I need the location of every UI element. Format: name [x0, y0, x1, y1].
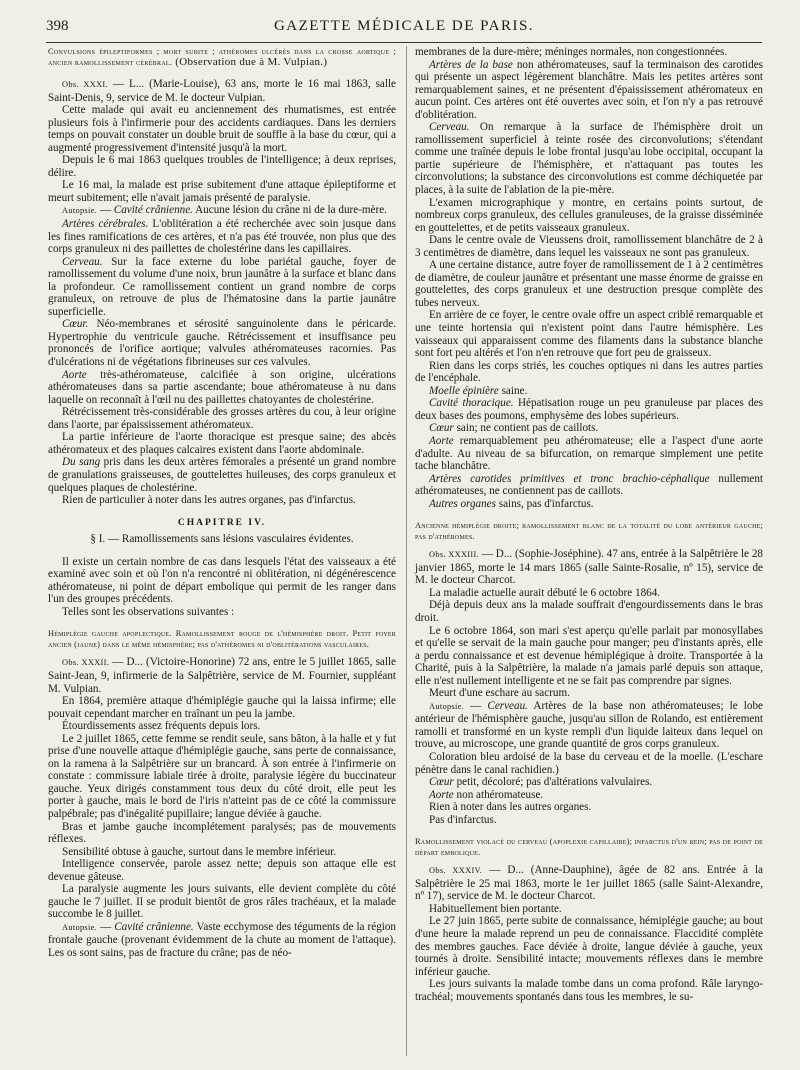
paragraph: Intelligence conservée, parole assez nette; depuis son attaque elle est devenue gâteuse.: [48, 858, 396, 883]
column-separator: [406, 46, 407, 1056]
paragraph: A une certaine distance, autre foyer de ramollissement de 1 à 2 centimètres de diamètre, de couleur jaunâtre et présentant une masse énorme de graisse en gouttelettes, des corps granuleux et une destruction presque complète des tubes nerveux.: [415, 259, 763, 309]
obs-intro: Obs. XXXI. — L... (Marie-Louise), 63 ans, morte le 16 mai 1863, salle Saint-Denis, 9, service de M. le docteur Vulpian.: [48, 78, 397, 104]
page-header: [46, 18, 762, 40]
left-column: [48, 46, 396, 960]
paragraph: Depuis le 6 mai 1863 quelques troubles de l'intelligence; à deux reprises, délire.: [48, 154, 396, 179]
obs-heading: Ramollissement violacé du cerveau (apoplexie capillaire); infarctus d'un rein; pas de point de départ embolique.: [415, 837, 763, 858]
paragraph: La paralysie augmente les jours suivants, elle devient complète du côté gauche le 7 juillet. Il se produit bientôt de gros râles trachéaux, et la malade succombe le 8 juillet.: [48, 883, 396, 921]
paragraph: Bras et jambe gauche incomplétement paralysés; pas de mouvements réflexes.: [48, 820, 396, 846]
paragraph: Déjà depuis deux ans la malade souffrait d'engourdissements dans le bras droit.: [415, 599, 763, 624]
paragraph: Rien à noter dans les autres organes.: [429, 801, 592, 814]
paragraph: Le 2 juillet 1865, cette femme se rendit seule, sans bâton, à la halle et y fut prise d'une nouvelle attaque d'hémiplégie gauche, sans perte de connaissance, on la ramena à la Salpêtrière sur un brancard. À son entrée à l'infirmerie on constate : commissure labiale tirée à droite, paralysie légère du buccinateur gauche. Yeux dirigés constamment tous deux du côté droit, elle peut les porter à gauche, mais le bord de l'iris n'atteint pas de ce côté la commissure palpébrale; pas d'inégalité pupillaire; langue déviée à gauche.: [48, 732, 396, 820]
paragraph: Autopsie. — Cavité crânienne. Vaste ecchymose des téguments de la région frontale gauche (provenant évidemment de la chute au moment de l'attaque). Les os sont sains, pas de fracture du crâne; pas de néo-: [48, 920, 396, 959]
paragraph: Coloration bleu ardoisé de la base du cerveau et de la moelle. (L'eschare pénètre dans le canal rachidien.): [415, 750, 763, 776]
header-rule: [46, 42, 762, 43]
paragraph: La partie inférieure de l'aorte thoracique est presque saine; des abcès athéromateux et des plaques calcaires existent dans l'aorte abdominale.: [48, 431, 396, 456]
paragraph: Les jours suivants la malade tombe dans un coma profond. Râle laryngo-trachéal; mouvements spontanés dans tous les membres, le su-: [415, 978, 763, 1003]
paragraph: Le 6 octobre 1864, son mari s'est aperçu qu'elle parlait par monosyllabes et qu'elle se servait de la main gauche pour manger; peu d'instants après, elle a perdu connaissance et est devenue hémiplégique à droite. Transportée à la Charité, puis à la Salpêtrière, la malade n'a jamais parlé depuis son attaque, elle n'est nullement intelligente et ne se fait pas comprendre par signes.: [415, 624, 763, 687]
paragraph: Dans le centre ovale de Vieussens droit, ramollissement blanchâtre de 2 à 3 centimètres de diamètre, dans lequel les vaisseaux ne sont pas granuleux.: [415, 234, 763, 259]
paragraph: Meurt d'une eschare au sacrum.: [429, 687, 570, 700]
obs-heading: Hémiplégie gauche apoplectique. Ramollissement rouge de l'hémisphère droit. Petit foyer ancien (jaune) dans le même hémisphère; pas d'athéromes ni d'oblitérations vasculaires.: [48, 629, 396, 650]
paragraph: Le 16 mai, la malade est prise subitement d'une attaque épileptiforme et meurt subitement; elle n'avait jamais présenté de paralysie.: [48, 179, 396, 204]
paragraph: Autopsie. — Cavité crânienne. Aucune lésion du crâne ni de la dure-mère.: [62, 204, 387, 217]
paragraph: Cœur petit, décoloré; pas d'altérations valvulaires.: [429, 776, 653, 789]
paragraph: Cœur sain; ne contient pas de caillots.: [429, 422, 599, 435]
paragraph: Telles sont les observations suivantes :: [62, 605, 235, 618]
obs-intro: Obs. XXXII. — D... (Victoire-Honorine) 72 ans, entre le 5 juillet 1865, salle Saint-Jean, 9, infirmerie de la Salpêtrière, service de M. Fournier, suppléant M. Vulpian.: [48, 656, 396, 695]
paragraph: Le 27 juin 1865, perte subite de connaissance, hémiplégie gauche; au bout d'une heure la malade reprend un peu de connaissance. Flaccidité complète des membres gauches. Face déviée à droite, langue déviée à gauche, yeux tournés à droite. Sensibilité intacte; mouvements réflexes dans le membre inférieur gauche.: [415, 915, 763, 978]
obs-heading: Ancienne hémiplégie droite; ramollissement blanc de la totalité du lobe antérieur gauche; pas d'athéromes.: [415, 521, 763, 542]
paragraph: Aorte remarquablement peu athéromateuse; elle a l'aspect d'une aorte d'adulte. Au niveau de sa bifurcation, on remarque simplement une petite tache blanchâtre.: [415, 434, 763, 473]
paragraph: Habituellement bien portante.: [429, 902, 562, 915]
paragraph: Rien dans les corps striés, les couches optiques ni dans les autres parties de l'encéphale.: [415, 359, 763, 385]
paragraph: Il existe un certain nombre de cas dans lesquels l'état des vaisseaux a été examiné avec soin et où l'on n'a rencontré ni oblitération, ni dégénérescence athéromateuse, ni point de départ embolique qui permit de les ranger dans l'un des groupes précédents.: [48, 555, 396, 606]
paragraph: Aorte très-athéromateuse, calcifiée à son origine, ulcérations athéromateuses dans sa partie ascendante; boue athéromateuse à nu dans laquelle on reconnaît à l'œil nu des paillettes chatoyantes de cholestérine.: [48, 368, 396, 406]
paragraph: Cerveau. On remarque à la surface de l'hémisphère droit un ramollissement superficiel à teinte rosée des circonvolutions; s'étendant comme une traînée depuis le lobe frontal jusqu'au lobe occipital, occupant la partie supérieure de l'hémisphère, et n'attaquant pas toutes les circonvolutions; la substance des circonvolutions est comme déchiquetée par places, à la suite de l'ablation de la pie-mère.: [415, 121, 763, 197]
paragraph: Moelle épinière saine.: [429, 384, 528, 397]
obs-heading: Convulsions épileptiformes ; mort subite ; athéromes ulcérés dans la crosse aortique ; ancien ramollissement cérébral. (Observation due à M. Vulpian.): [48, 47, 396, 68]
paragraph: Autopsie. — Cerveau. Artères de la base non athéromateuses; le lobe antérieur de l'hémisphère gauche, jusqu'au sillon de Rolando, est entièrement ramolli et transformé en un kyste rempli d'un liquide laiteux dans lequel on trouve, au microscope, une grande quantité de gros corps granuleux.: [415, 699, 763, 751]
right-column: [415, 46, 763, 1003]
paragraph: La maladie actuelle aurait débuté le 6 octobre 1864.: [429, 586, 661, 599]
journal-title: GAZETTE MÉDICALE DE PARIS.: [273, 18, 535, 34]
paragraph: Rétrécissement très-considérable des grosses artères du cou, à leur origine dans l'aorte, par épaississement athéromateux.: [48, 406, 396, 431]
page-number: 398: [46, 18, 69, 34]
paragraph: En 1864, première attaque d'hémiplégie gauche qui la laissa infirme; elle pouvait cependant marcher en traînant un peu la jambe.: [48, 695, 396, 720]
paragraph: Pas d'infarctus.: [429, 813, 497, 826]
paragraph: membranes de la dure-mère; méninges normales, non congestionnées.: [415, 46, 728, 58]
paragraph: Du sang pris dans les deux artères fémorales a présenté un grand nombre de granulations graisseuses, de gouttelettes huileuses, des corps granuleux et quelques plaques de cholestérine.: [48, 456, 396, 494]
paragraph: Artères de la base non athéromateuses, sauf la terminaison des carotides qui présente un aspect légèrement blanchâtre. Mais les petites artères sont remarquablement saines, et ne présentent d'épaississement athéromateux en aucun point. Ces artères ont été ouvertes avec soin, et l'on n'y a pas retrouvé d'oblitération.: [415, 58, 763, 121]
paragraph: Cerveau. Sur la face externe du lobe pariétal gauche, foyer de ramollissement du volume d'une noix, brun jaunâtre à la surface et blanc dans la profondeur. Ce ramollissement contient un grand nombre de corps granuleux, on retrouve de plus de l'hématosine dans la partie jaunâtre superficielle.: [48, 255, 396, 318]
paragraph: Aorte non athéromateuse.: [429, 788, 544, 801]
paragraph: Cette malade qui avait eu anciennement des rhumatismes, est entrée plusieurs fois à l'infirmerie pour des accidents cardiaques. Dans les derniers temps on pouvait constater un double bruit de souffle à la base du cœur, qui a augmenté progressivement d'intensité jusqu'à la mort.: [48, 104, 396, 154]
section-title: § I. — Ramollissements sans lésions vasculaires évidentes.: [90, 533, 354, 546]
paragraph: Sensibilité obtuse à gauche, surtout dans le membre inférieur.: [62, 845, 337, 858]
paragraph: Autres organes sains, pas d'infarctus.: [429, 497, 594, 510]
obs-intro: Obs. XXXIII. — D... (Sophie-Joséphine). 47 ans, entrée à la Salpêtrière le 28 janvier 1865, morte le 14 mars 1865 (salle Sainte-Rosalie, nº 15), service de M. le docteur Charcot.: [415, 548, 763, 587]
obs-intro: Obs. XXXIV. — D... (Anne-Dauphine), âgée de 82 ans. Entrée à la Salpêtrière le 25 mai 1863, morte le 1er juillet 1865 (salle Saint-Alexandre, nº 17), service de M. le docteur Charcot.: [415, 864, 763, 903]
paragraph: Cavité thoracique. Hépatisation rouge un peu granuleuse par places des deux bases des poumons, emphysème des lobes supérieurs.: [415, 397, 763, 422]
paragraph: Étourdissements assez fréquents depuis lors.: [62, 720, 261, 733]
paragraph: Artères cérébrales. L'oblitération a été recherchée avec soin jusque dans les fines ramifications de ces artères, et n'a pas été trouvée, non plus que des corps granuleux ni des paillettes de cholestérine dans les capillaires.: [48, 218, 397, 256]
paragraph: Cœur. Néo-membranes et sérosité sanguinolente dans le péricarde. Hypertrophie du ventricule gauche. Rétrécissement et insuffisance peu prononcés de l'orifice aortique; valvules athéromateuses racornies. Pas d'ulcérations ni de végétations fibrineuses sur ces valvules.: [48, 318, 396, 369]
paragraph: Rien de particulier à noter dans les autres organes, pas d'infarctus.: [62, 494, 356, 507]
chapter-title: CHAPITRE IV.: [177, 517, 267, 528]
paragraph: L'examen micrographique y montre, en certains points surtout, de nombreux corps granuleux, des cellules granuleuses, de la graisse disséminée en gouttelettes, et de petits vaisseaux granuleux.: [415, 196, 763, 234]
paragraph: Artères carotides primitives et tronc brachio-céphalique nullement athéromateuses, ne contiennent pas de caillots.: [415, 472, 763, 498]
paragraph: En arrière de ce foyer, le centre ovale offre un aspect criblé remarquable et une teinte hortensia qui n'existent point dans l'autre hémisphère. Les vaisseaux qui apparaissent comme des filaments dans la substance blanche sont fort peu altérés et l'on n'en retrouve que fort peu de graisseux.: [415, 309, 763, 360]
